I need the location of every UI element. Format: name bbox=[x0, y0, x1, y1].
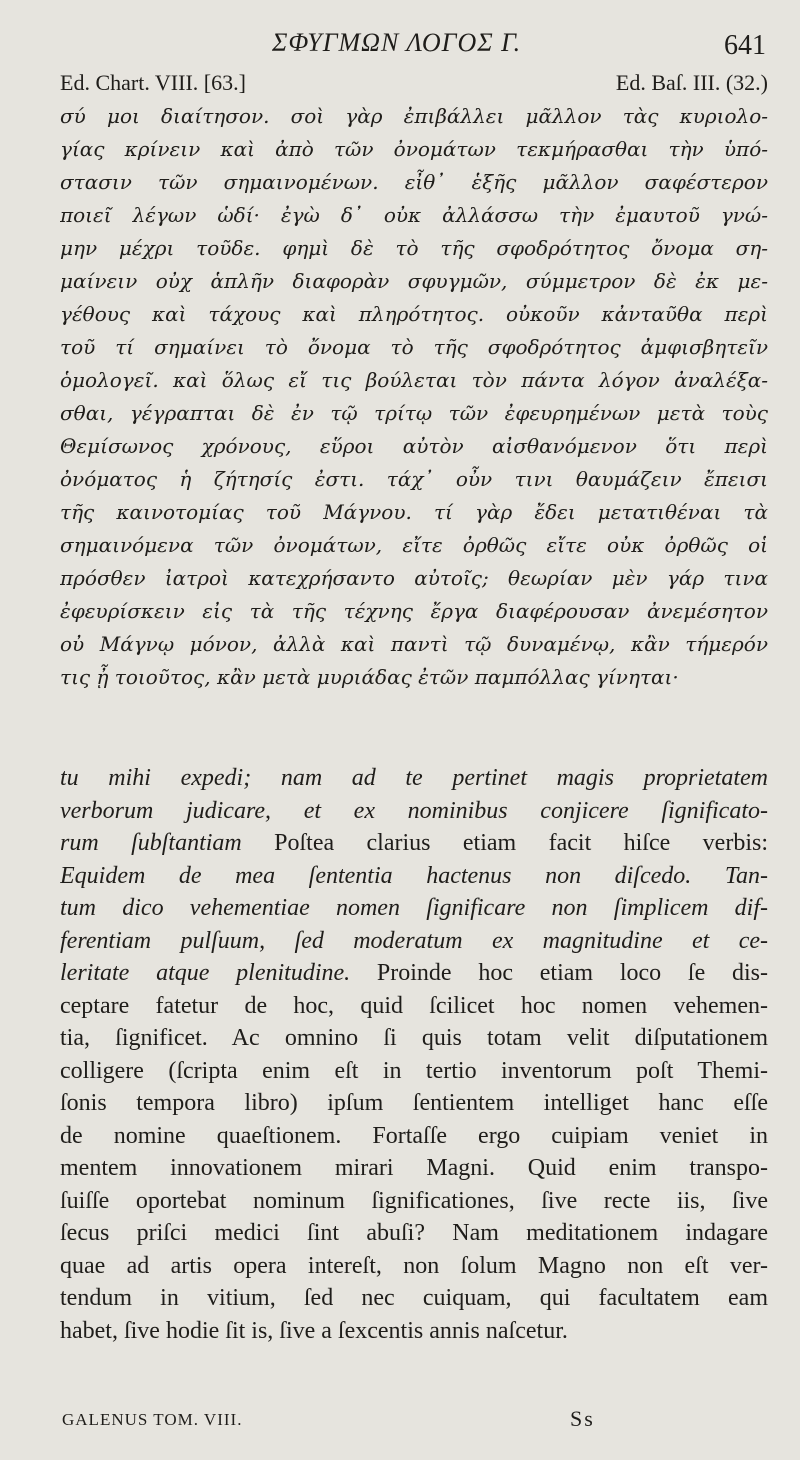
latin-line bbox=[60, 827, 768, 860]
italic-text-segment: Equidem de mea ſententia hactenus non diſcedo. bbox=[60, 862, 692, 889]
edition-basel-ref: Ed. Baſ. III. (32.) bbox=[615, 70, 768, 95]
edition-chart-ref: Ed. Chart. VIII. [63.] bbox=[60, 70, 246, 95]
roman-text-segment: ſuiſſe oportebat nominum ſignificationes, ſive recte iis, ſive bbox=[60, 1187, 768, 1214]
latin-line bbox=[60, 892, 768, 925]
greek-line: μην μέχρι τοῦδε. φημὶ δὲ τὸ τῆς σφοδρότητος ὄνομα ση- bbox=[60, 236, 768, 260]
roman-text-segment: ceptare fatetur de hoc, quid ſcilicet hoc nomen vehemen- bbox=[60, 992, 768, 1019]
italic-text-segment: ferentiam pulſuum, ſed moderatum ex magnitudine et ce- bbox=[60, 927, 768, 954]
roman-text-segment: Poſtea clarius etiam facit hiſce verbis: bbox=[241, 830, 768, 856]
latin-line bbox=[60, 860, 768, 893]
greek-line: τῆς καινοτομίας τοῦ Μάγνου. τί γὰρ ἔδει μετατιθέναι τὰ bbox=[60, 500, 768, 524]
latin-line bbox=[60, 957, 768, 990]
roman-text-segment: tia, ſignificet. Ac omnino ſi quis totam velit diſputationem bbox=[60, 1025, 768, 1051]
roman-text-segment: ſonis tempora libro) ipſum ſentientem intelliget hanc eſſe bbox=[60, 1090, 768, 1116]
italic-text-segment: leritate atque plenitudine. bbox=[60, 960, 351, 986]
greek-line: ποιεῖ λέγων ὡδί· ἐγὼ δ᾽ οὐκ ἀλλάσσω τὴν ἐμαυτοῦ γνώ- bbox=[60, 203, 768, 227]
page-number: 641 bbox=[724, 30, 766, 61]
roman-text-segment: colligere (ſcripta enim eſt in tertio inventorum poſt Themi- bbox=[60, 1057, 768, 1084]
greek-line: πρόσθεν ἰατροὶ κατεχρήσαντο αὐτοῖς; θεωρίαν μὲν γάρ τινα bbox=[60, 566, 768, 590]
greek-line: γέθους καὶ τάχους καὶ πληρότητος. οὐκοῦν κἀνταῦθα περὶ bbox=[60, 302, 768, 326]
latin-line bbox=[60, 1185, 768, 1218]
roman-text-segment: quae ad artis opera intereſt, non ſolum Magno non eſt ver- bbox=[60, 1252, 768, 1279]
greek-line: μαίνειν οὐχ ἁπλῆν διαφορὰν σφυγμῶν, σύμμετρον δὲ ἐκ με- bbox=[60, 269, 768, 293]
signature-mark: Ss bbox=[570, 1406, 595, 1431]
latin-line bbox=[60, 1055, 768, 1088]
greek-line: ἐφευρίσκειν εἰς τὰ τῆς τέχνης ἔργα διαφέρουσαν ἀνεμέσητον bbox=[60, 599, 768, 623]
roman-text-segment: tendum in vitium, ſed nec cuiquam, qui facultatem eam bbox=[60, 1285, 768, 1311]
greek-line: στασιν τῶν σημαινομένων. εἶθ᾽ ἑξῆς μᾶλλον σαφέστερον bbox=[60, 170, 768, 194]
running-title: ΣΦΥΓΜΩΝ ΛΟΓΟΣ Γ. bbox=[272, 28, 522, 57]
latin-line bbox=[60, 762, 768, 795]
roman-text-segment: ſecus priſci medici ſint abuſi? Nam meditationem indagare bbox=[60, 1220, 768, 1246]
roman-text-segment: mentem innovationem mirari Magni. Quid enim transpo- bbox=[60, 1155, 768, 1181]
edition-references bbox=[60, 70, 768, 100]
latin-line bbox=[60, 1120, 768, 1153]
greek-line: Θεμίσωνος χρόνους, εὕροι αὐτὸν αἰσθανόμενον ὅτι περὶ bbox=[60, 434, 768, 458]
latin-line bbox=[60, 990, 768, 1023]
roman-text-segment: Proinde hoc etiam loco ſe dis- bbox=[350, 960, 768, 986]
greek-line: ὀνόματος ἡ ζήτησίς ἐστι. τάχ᾽ οὖν τινι θαυμάζειν ἔπεισι bbox=[60, 467, 768, 491]
italic-text-segment: verborum judicare, et ex nominibus conjicere ſignificato- bbox=[60, 797, 768, 824]
roman-text-segment: de nomine quaeſtionem. Fortaſſe ergo cuipiam veniet in bbox=[60, 1122, 768, 1149]
latin-line bbox=[60, 925, 768, 958]
latin-line bbox=[60, 1217, 768, 1250]
italic-text-segment: tum dico vehementiae nomen ſignificare non ſimplicem dif- bbox=[60, 895, 768, 921]
roman-text-segment: habet, ſive hodie ſit is, ſive a ſexcentis annis naſcetur. bbox=[60, 1317, 568, 1344]
latin-line bbox=[60, 1315, 768, 1348]
latin-line bbox=[60, 795, 768, 828]
greek-line: τοῦ τί σημαίνει τὸ ὄνομα τὸ τῆς σφοδρότητος ἀμφισβητεῖν bbox=[60, 335, 768, 359]
page-footer bbox=[62, 1406, 762, 1436]
footer-volume-label: GALENUS TOM. VIII. bbox=[62, 1410, 243, 1429]
latin-line bbox=[60, 1250, 768, 1283]
running-head bbox=[0, 28, 800, 62]
greek-line: γίας κρίνειν καὶ ἀπὸ τῶν ὀνομάτων τεκμήρασθαι τὴν ὑπό- bbox=[60, 137, 768, 161]
italic-text-segment: Tan- bbox=[691, 862, 768, 889]
greek-line: σημαινόμενα τῶν ὀνομάτων, εἴτε ὀρθῶς εἴτε οὐκ ὀρθῶς οἱ bbox=[60, 533, 768, 557]
italic-text-segment: rum ſubſtantiam bbox=[60, 830, 242, 856]
greek-line: σύ μοι διαίτησον. σοὶ γὰρ ἐπιβάλλει μᾶλλον τὰς κυριολο- bbox=[60, 104, 768, 128]
latin-line bbox=[60, 1282, 768, 1315]
greek-line: οὐ Μάγνῳ μόνον, ἀλλὰ καὶ παντὶ τῷ δυναμένῳ, κἂν τήμερόν bbox=[60, 632, 768, 656]
latin-line bbox=[60, 1087, 768, 1120]
greek-text-block bbox=[60, 100, 768, 694]
greek-line: τις ᾖ τοιοῦτος, κἂν μετὰ μυριάδας ἐτῶν παμπόλλας γίνηται· bbox=[60, 665, 679, 689]
latin-line bbox=[60, 1022, 768, 1055]
latin-line bbox=[60, 1152, 768, 1185]
greek-line: ὁμολογεῖ. καὶ ὅλως εἴ τις βούλεται τὸν πάντα λόγον ἀναλέξα- bbox=[60, 368, 768, 392]
greek-line: σθαι, γέγραπται δὲ ἐν τῷ τρίτῳ τῶν ἐφευρημένων μετὰ τοὺς bbox=[60, 401, 768, 425]
latin-translation-block bbox=[60, 762, 768, 1347]
italic-text-segment: tu mihi expedi; nam ad te pertinet magis proprietatem bbox=[60, 765, 768, 791]
